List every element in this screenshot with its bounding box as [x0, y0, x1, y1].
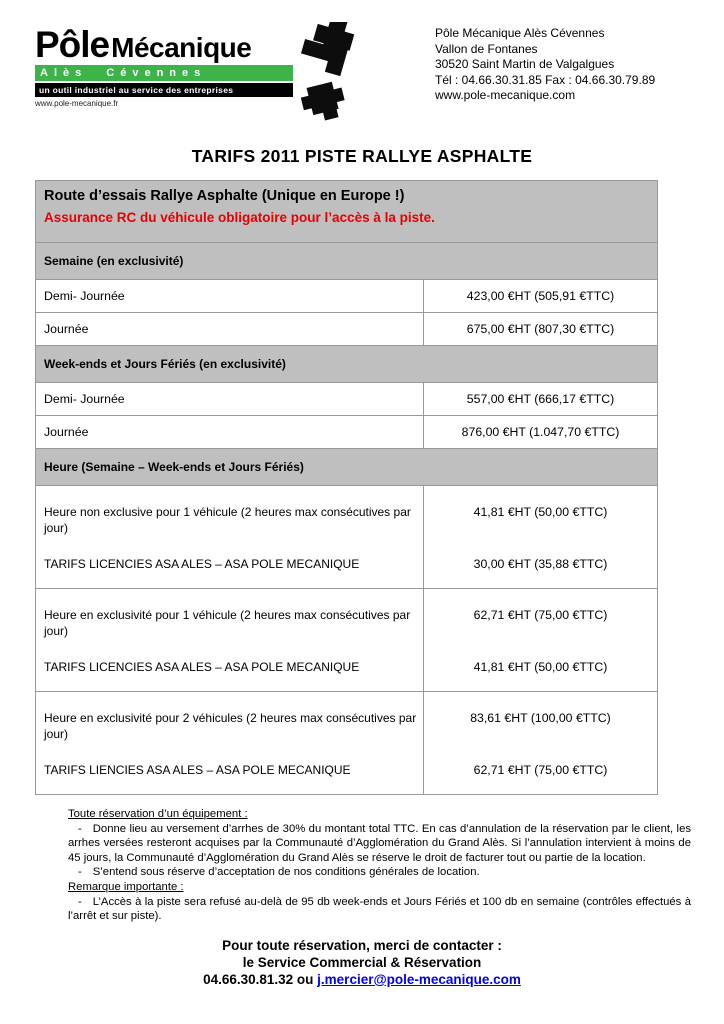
- hour-description: Heure en exclusivité pour 1 véhicule (2 heures max consécutives par jour): [44, 608, 411, 638]
- hour-description: Heure en exclusivité pour 2 véhicules (2 heures max consécutives par jour): [44, 711, 417, 741]
- bullet-dash: -: [78, 822, 82, 835]
- logo-website: www.pole-mecanique.fr: [35, 99, 119, 108]
- reservation-line-1: Pour toute réservation, merci de contacter :: [222, 937, 502, 953]
- logo-name-pole: Pôle: [35, 24, 110, 65]
- contact-line: Pôle Mécanique Alès Cévennes: [435, 26, 605, 40]
- hour-block-left: [36, 589, 424, 691]
- email-link[interactable]: j.mercier@pole-mecanique.com: [317, 971, 521, 987]
- row-label: Demi- Journée: [36, 280, 424, 312]
- table-header-warning: Assurance RC du véhicule obligatoire pour l’accès à la piste.: [44, 210, 435, 225]
- bullet-dash: -: [78, 895, 82, 908]
- section-title-weekends: Week-ends et Jours Fériés (en exclusivité): [36, 346, 657, 383]
- hour-block-left: [36, 486, 424, 588]
- section-title-semaine: Semaine (en exclusivité): [36, 243, 657, 280]
- contact-website: www.pole-mecanique.com: [435, 88, 576, 102]
- contact-block: [435, 26, 693, 104]
- contact-line: 30520 Saint Martin de Valgalgues: [435, 57, 615, 71]
- reservation-line-2: le Service Commercial & Réservation: [242, 954, 482, 970]
- hour-block-right: [424, 692, 657, 794]
- reservation-phone: 04.66.30.81.32 ou: [203, 971, 318, 987]
- table-hour-block: [36, 486, 657, 589]
- logo-name: [35, 26, 293, 63]
- contact-line: Vallon de Fontanes: [435, 41, 538, 56]
- table-hour-block: [36, 692, 657, 794]
- note-bullet: [68, 895, 691, 924]
- hour-price: 83,61 €HT (100,00 €TTC): [470, 711, 611, 725]
- contact-line: Tél : 04.66.30.31.85 Fax : 04.66.30.79.89: [435, 72, 656, 87]
- note-text: L’Accès à la piste sera refusé au-delà de 95 db week-ends et Jours Fériés et 100 db en semaine (contrôles effectués à l’arrêt et sur piste).: [68, 895, 691, 923]
- table-hour-block: [36, 589, 657, 692]
- hour-block-right: [424, 589, 657, 691]
- table-row: [36, 313, 657, 346]
- logo-text-block: [35, 26, 293, 108]
- row-price: 675,00 €HT (807,30 €TTC): [466, 322, 615, 336]
- licence-label: TARIFS LICENCIES ASA ALES – ASA POLE MECANIQUE: [44, 660, 360, 674]
- row-price: 557,00 €HT (666,17 €TTC): [466, 392, 615, 406]
- table-row: [36, 280, 657, 313]
- section-title-heure: Heure (Semaine – Week-ends et Jours Fériés): [36, 449, 657, 486]
- row-price: 423,00 €HT (505,91 €TTC): [466, 289, 615, 303]
- logo-mark-icon: [301, 22, 357, 126]
- note-text: Donne lieu au versement d’arrhes de 30% du montant total TTC. En cas d’annulation de la réservation par le client, les arrhes versées resteront acquises par la Communauté d’Agglomération du Grand Alès. Si l’annulation intervient à moins de 45 jours, la Communauté d’Agglomération du Grand Alès se réserve le droit de facturer tout ou partie de la location.: [68, 822, 691, 864]
- table-row: [36, 416, 657, 449]
- logo-subtitle-band: Alès Cévennes: [35, 65, 293, 81]
- note-text: S’entend sous réserve d’acceptation de nos conditions générales de location.: [92, 866, 480, 879]
- reservation-contact: [0, 937, 724, 988]
- hour-block-right: [424, 486, 657, 588]
- notes-heading-reservation: Toute réservation d’un équipement :: [68, 808, 248, 820]
- row-label: Journée: [36, 313, 424, 345]
- row-label: Journée: [36, 416, 424, 448]
- note-bullet: [68, 822, 691, 866]
- notes-section: [68, 807, 691, 924]
- row-price: 876,00 €HT (1.047,70 €TTC): [461, 425, 620, 439]
- hour-price: 62,71 €HT (75,00 €TTC): [473, 608, 608, 622]
- licence-price: 62,71 €HT (75,00 €TTC): [473, 763, 608, 777]
- table-row: [36, 383, 657, 416]
- hour-description: Heure non exclusive pour 1 véhicule (2 heures max consécutives par jour): [44, 505, 411, 535]
- logo-tagline-band: un outil industriel au service des entreprises: [35, 83, 293, 97]
- row-label: Demi- Journée: [36, 383, 424, 415]
- hour-price: 41,81 €HT (50,00 €TTC): [473, 505, 608, 519]
- licence-price: 30,00 €HT (35,88 €TTC): [473, 557, 608, 571]
- notes-heading-remarque: Remarque importante :: [68, 880, 184, 893]
- page-title: TARIFS 2011 PISTE RALLYE ASPHALTE: [191, 146, 533, 166]
- note-bullet: [68, 865, 691, 880]
- licence-label: TARIFS LICENCIES ASA ALES – ASA POLE MECANIQUE: [44, 557, 360, 571]
- table-header: [36, 181, 657, 243]
- licence-label: TARIFS LIENCIES ASA ALES – ASA POLE MECANIQUE: [44, 763, 351, 777]
- licence-price: 41,81 €HT (50,00 €TTC): [473, 660, 608, 674]
- logo: [35, 26, 357, 126]
- hour-block-left: [36, 692, 424, 794]
- reservation-line-3: [0, 971, 724, 988]
- logo-name-mecanique: Mécanique: [111, 32, 252, 63]
- bullet-dash: -: [78, 866, 82, 879]
- table-header-title: Route d’essais Rallye Asphalte (Unique en Europe !): [44, 188, 405, 204]
- page-header: [0, 0, 724, 126]
- tariff-table: [35, 180, 658, 795]
